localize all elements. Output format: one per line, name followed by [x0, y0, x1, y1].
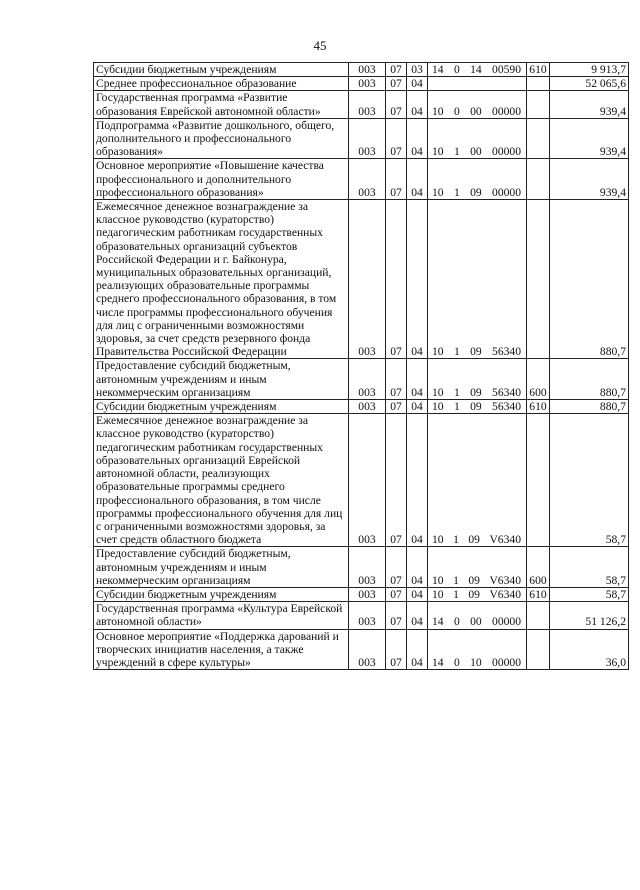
row-subsection-code: 03 [407, 63, 428, 77]
row-amount: 52 065,6 [550, 77, 629, 91]
row-name: Субсидии бюджетным учреждениям [94, 63, 349, 77]
row-target-article-code [428, 629, 527, 670]
target-article-direction: 56340 [492, 345, 521, 359]
target-article-direction: 00000 [492, 655, 521, 669]
row-amount: 58,7 [550, 414, 629, 547]
table-row [94, 414, 629, 547]
row-target-article-code [428, 91, 527, 118]
target-article-direction: 00590 [492, 63, 521, 76]
row-target-article-code [428, 414, 527, 547]
target-article-program: 14 [432, 615, 444, 629]
row-section-code: 07 [386, 200, 407, 359]
row-grbs-code: 003 [349, 629, 386, 670]
row-target-article-code [428, 587, 527, 601]
row-name: Основное мероприятие «Поддержка дарований и творческих инициатив населения, а также учреждений в сфере культуры» [94, 629, 349, 670]
table-row [94, 547, 629, 588]
target-article-activity: 00 [470, 145, 482, 159]
table-row [94, 63, 629, 77]
target-article-activity: 09 [468, 573, 480, 587]
target-article-direction: 00000 [492, 145, 521, 159]
row-expense-type-code [527, 629, 550, 670]
page-number: 45 [313, 38, 327, 53]
table-row [94, 629, 629, 670]
row-section-code: 07 [386, 159, 407, 200]
target-article-subprogram: 1 [453, 533, 459, 547]
table-row [94, 359, 629, 400]
row-subsection-code: 04 [407, 629, 428, 670]
target-article-subprogram: 1 [453, 573, 459, 587]
row-amount: 880,7 [550, 359, 629, 400]
row-grbs-code: 003 [349, 91, 386, 118]
row-grbs-code: 003 [349, 547, 386, 588]
row-section-code: 07 [386, 63, 407, 77]
row-grbs-code: 003 [349, 359, 386, 400]
row-name: Предоставление субсидий бюджетным, автономным учреждениям и иным некоммерческим организациям [94, 547, 349, 588]
row-name: Государственная программа «Культура Еврейской автономной области» [94, 602, 349, 629]
row-amount: 880,7 [550, 200, 629, 359]
row-subsection-code: 04 [407, 359, 428, 400]
row-expense-type-code [527, 159, 550, 200]
row-amount: 939,4 [550, 91, 629, 118]
row-grbs-code: 003 [349, 159, 386, 200]
row-name: Среднее профессиональное образование [94, 77, 349, 91]
target-article-program: 10 [432, 400, 444, 414]
table-row [94, 602, 629, 629]
row-subsection-code: 04 [407, 159, 428, 200]
row-section-code: 07 [386, 77, 407, 91]
target-article-subprogram: 0 [453, 655, 460, 669]
target-article-program: 14 [432, 63, 444, 76]
target-article-program: 10 [432, 145, 444, 159]
row-amount: 939,4 [550, 159, 629, 200]
row-expense-type-code: 600 [527, 547, 550, 588]
row-name: Предоставление субсидий бюджетным, автономным учреждениям и иным некоммерческим организациям [94, 359, 349, 400]
row-subsection-code: 04 [407, 118, 428, 159]
row-expense-type-code [527, 77, 550, 91]
row-target-article-code [428, 200, 527, 359]
budget-table-body [94, 63, 629, 670]
row-target-article-code [428, 602, 527, 629]
target-article-direction: V6340 [489, 573, 521, 587]
target-article-subprogram: 1 [453, 587, 459, 601]
target-article-subprogram: 0 [453, 104, 460, 118]
table-row [94, 159, 629, 200]
row-expense-type-code: 610 [527, 400, 550, 414]
row-expense-type-code: 610 [527, 587, 550, 601]
target-article-activity: 09 [470, 185, 482, 199]
row-subsection-code: 04 [407, 400, 428, 414]
row-target-article-code [428, 159, 527, 200]
row-amount: 9 913,7 [550, 63, 629, 77]
target-article-direction: 00000 [492, 615, 521, 629]
row-name: Подпрограмма «Развитие дошкольного, общего, дополнительного и профессионального образования» [94, 118, 349, 159]
target-article-program: 10 [432, 345, 444, 359]
row-section-code: 07 [386, 587, 407, 601]
row-name: Ежемесячное денежное вознаграждение за классное руководство (кураторство) педагогическим работникам государственных образовательных организаций субъектов Российской Федерации и г. Байконура, муниципальных образовательных организаций, реализующих образовательные программы среднего профессионального образования, в том числе программы профессионального обучения для лиц с ограниченными возможностями здоровья, за счет средств резервного фонда Правительства Российской Федерации [94, 200, 349, 359]
row-expense-type-code: 610 [527, 63, 550, 77]
row-name: Субсидии бюджетным учреждениям [94, 587, 349, 601]
row-subsection-code: 04 [407, 414, 428, 547]
target-article-direction: 00000 [492, 104, 521, 118]
row-target-article-code [428, 77, 527, 91]
target-article-activity: 10 [470, 655, 482, 669]
row-grbs-code: 003 [349, 63, 386, 77]
row-grbs-code: 003 [349, 400, 386, 414]
target-article-activity: 09 [468, 587, 480, 601]
target-article-direction: 56340 [492, 385, 521, 399]
target-article-subprogram: 1 [453, 385, 460, 399]
row-section-code: 07 [386, 602, 407, 629]
table-row [94, 400, 629, 414]
target-article-program: 10 [432, 385, 444, 399]
row-target-article-code [428, 63, 527, 77]
row-subsection-code: 04 [407, 547, 428, 588]
table-row [94, 200, 629, 359]
row-amount: 51 126,2 [550, 602, 629, 629]
row-expense-type-code [527, 118, 550, 159]
target-article-program: 10 [432, 533, 444, 547]
table-row [94, 91, 629, 118]
row-grbs-code: 003 [349, 602, 386, 629]
row-subsection-code: 04 [407, 587, 428, 601]
target-article-subprogram: 0 [453, 615, 460, 629]
target-article-program: 10 [432, 573, 444, 587]
target-article-subprogram: 1 [453, 400, 460, 414]
target-article-activity: 09 [470, 385, 482, 399]
target-article-subprogram: 1 [453, 345, 460, 359]
row-amount: 58,7 [550, 587, 629, 601]
row-expense-type-code: 600 [527, 359, 550, 400]
target-article-activity: 09 [470, 345, 482, 359]
table-row [94, 118, 629, 159]
row-subsection-code: 04 [407, 200, 428, 359]
row-expense-type-code [527, 200, 550, 359]
target-article-activity: 14 [470, 63, 482, 76]
row-name: Государственная программа «Развитие образования Еврейской автономной области» [94, 91, 349, 118]
row-amount: 36,0 [550, 629, 629, 670]
target-article-activity: 00 [470, 104, 482, 118]
row-section-code: 07 [386, 91, 407, 118]
row-target-article-code [428, 359, 527, 400]
budget-table [93, 62, 629, 670]
row-grbs-code: 003 [349, 77, 386, 91]
target-article-subprogram: 0 [453, 63, 460, 76]
target-article-program: 14 [432, 655, 444, 669]
target-article-direction: 56340 [492, 400, 521, 414]
row-amount: 58,7 [550, 547, 629, 588]
row-grbs-code: 003 [349, 414, 386, 547]
target-article-program: 10 [432, 185, 444, 199]
target-article-subprogram: 1 [453, 185, 460, 199]
target-article-direction: 00000 [492, 185, 521, 199]
row-grbs-code: 003 [349, 118, 386, 159]
target-article-program: 10 [432, 104, 444, 118]
row-subsection-code: 04 [407, 77, 428, 91]
target-article-activity: 09 [470, 400, 482, 414]
row-expense-type-code [527, 602, 550, 629]
target-article-activity: 09 [468, 533, 480, 547]
row-target-article-code [428, 547, 527, 588]
row-grbs-code: 003 [349, 587, 386, 601]
table-row [94, 77, 629, 91]
row-subsection-code: 04 [407, 91, 428, 118]
row-grbs-code: 003 [349, 200, 386, 359]
target-article-direction: V6340 [489, 533, 521, 547]
row-section-code: 07 [386, 400, 407, 414]
row-section-code: 07 [386, 547, 407, 588]
row-target-article-code [428, 400, 527, 414]
row-amount: 939,4 [550, 118, 629, 159]
target-article-activity: 00 [470, 615, 482, 629]
row-section-code: 07 [386, 414, 407, 547]
row-section-code: 07 [386, 629, 407, 670]
row-expense-type-code [527, 414, 550, 547]
row-target-article-code [428, 118, 527, 159]
row-name: Субсидии бюджетным учреждениям [94, 400, 349, 414]
target-article-subprogram: 1 [453, 145, 460, 159]
table-row [94, 587, 629, 601]
row-subsection-code: 04 [407, 602, 428, 629]
target-article-program: 10 [432, 587, 444, 601]
row-name: Ежемесячное денежное вознаграждение за классное руководство (кураторство) педагогическим работникам государственных образовательных организаций Еврейской автономной области, реализующих образовательные программы среднего профессионального образования, в том числе программы профессионального обучения для лиц с ограниченными возможностями здоровья, за счет средств областного бюджета [94, 414, 349, 547]
row-section-code: 07 [386, 118, 407, 159]
row-amount: 880,7 [550, 400, 629, 414]
row-expense-type-code [527, 91, 550, 118]
row-section-code: 07 [386, 359, 407, 400]
row-name: Основное мероприятие «Повышение качества профессионального и дополнительного профессионального образования» [94, 159, 349, 200]
target-article-direction: V6340 [489, 587, 521, 601]
